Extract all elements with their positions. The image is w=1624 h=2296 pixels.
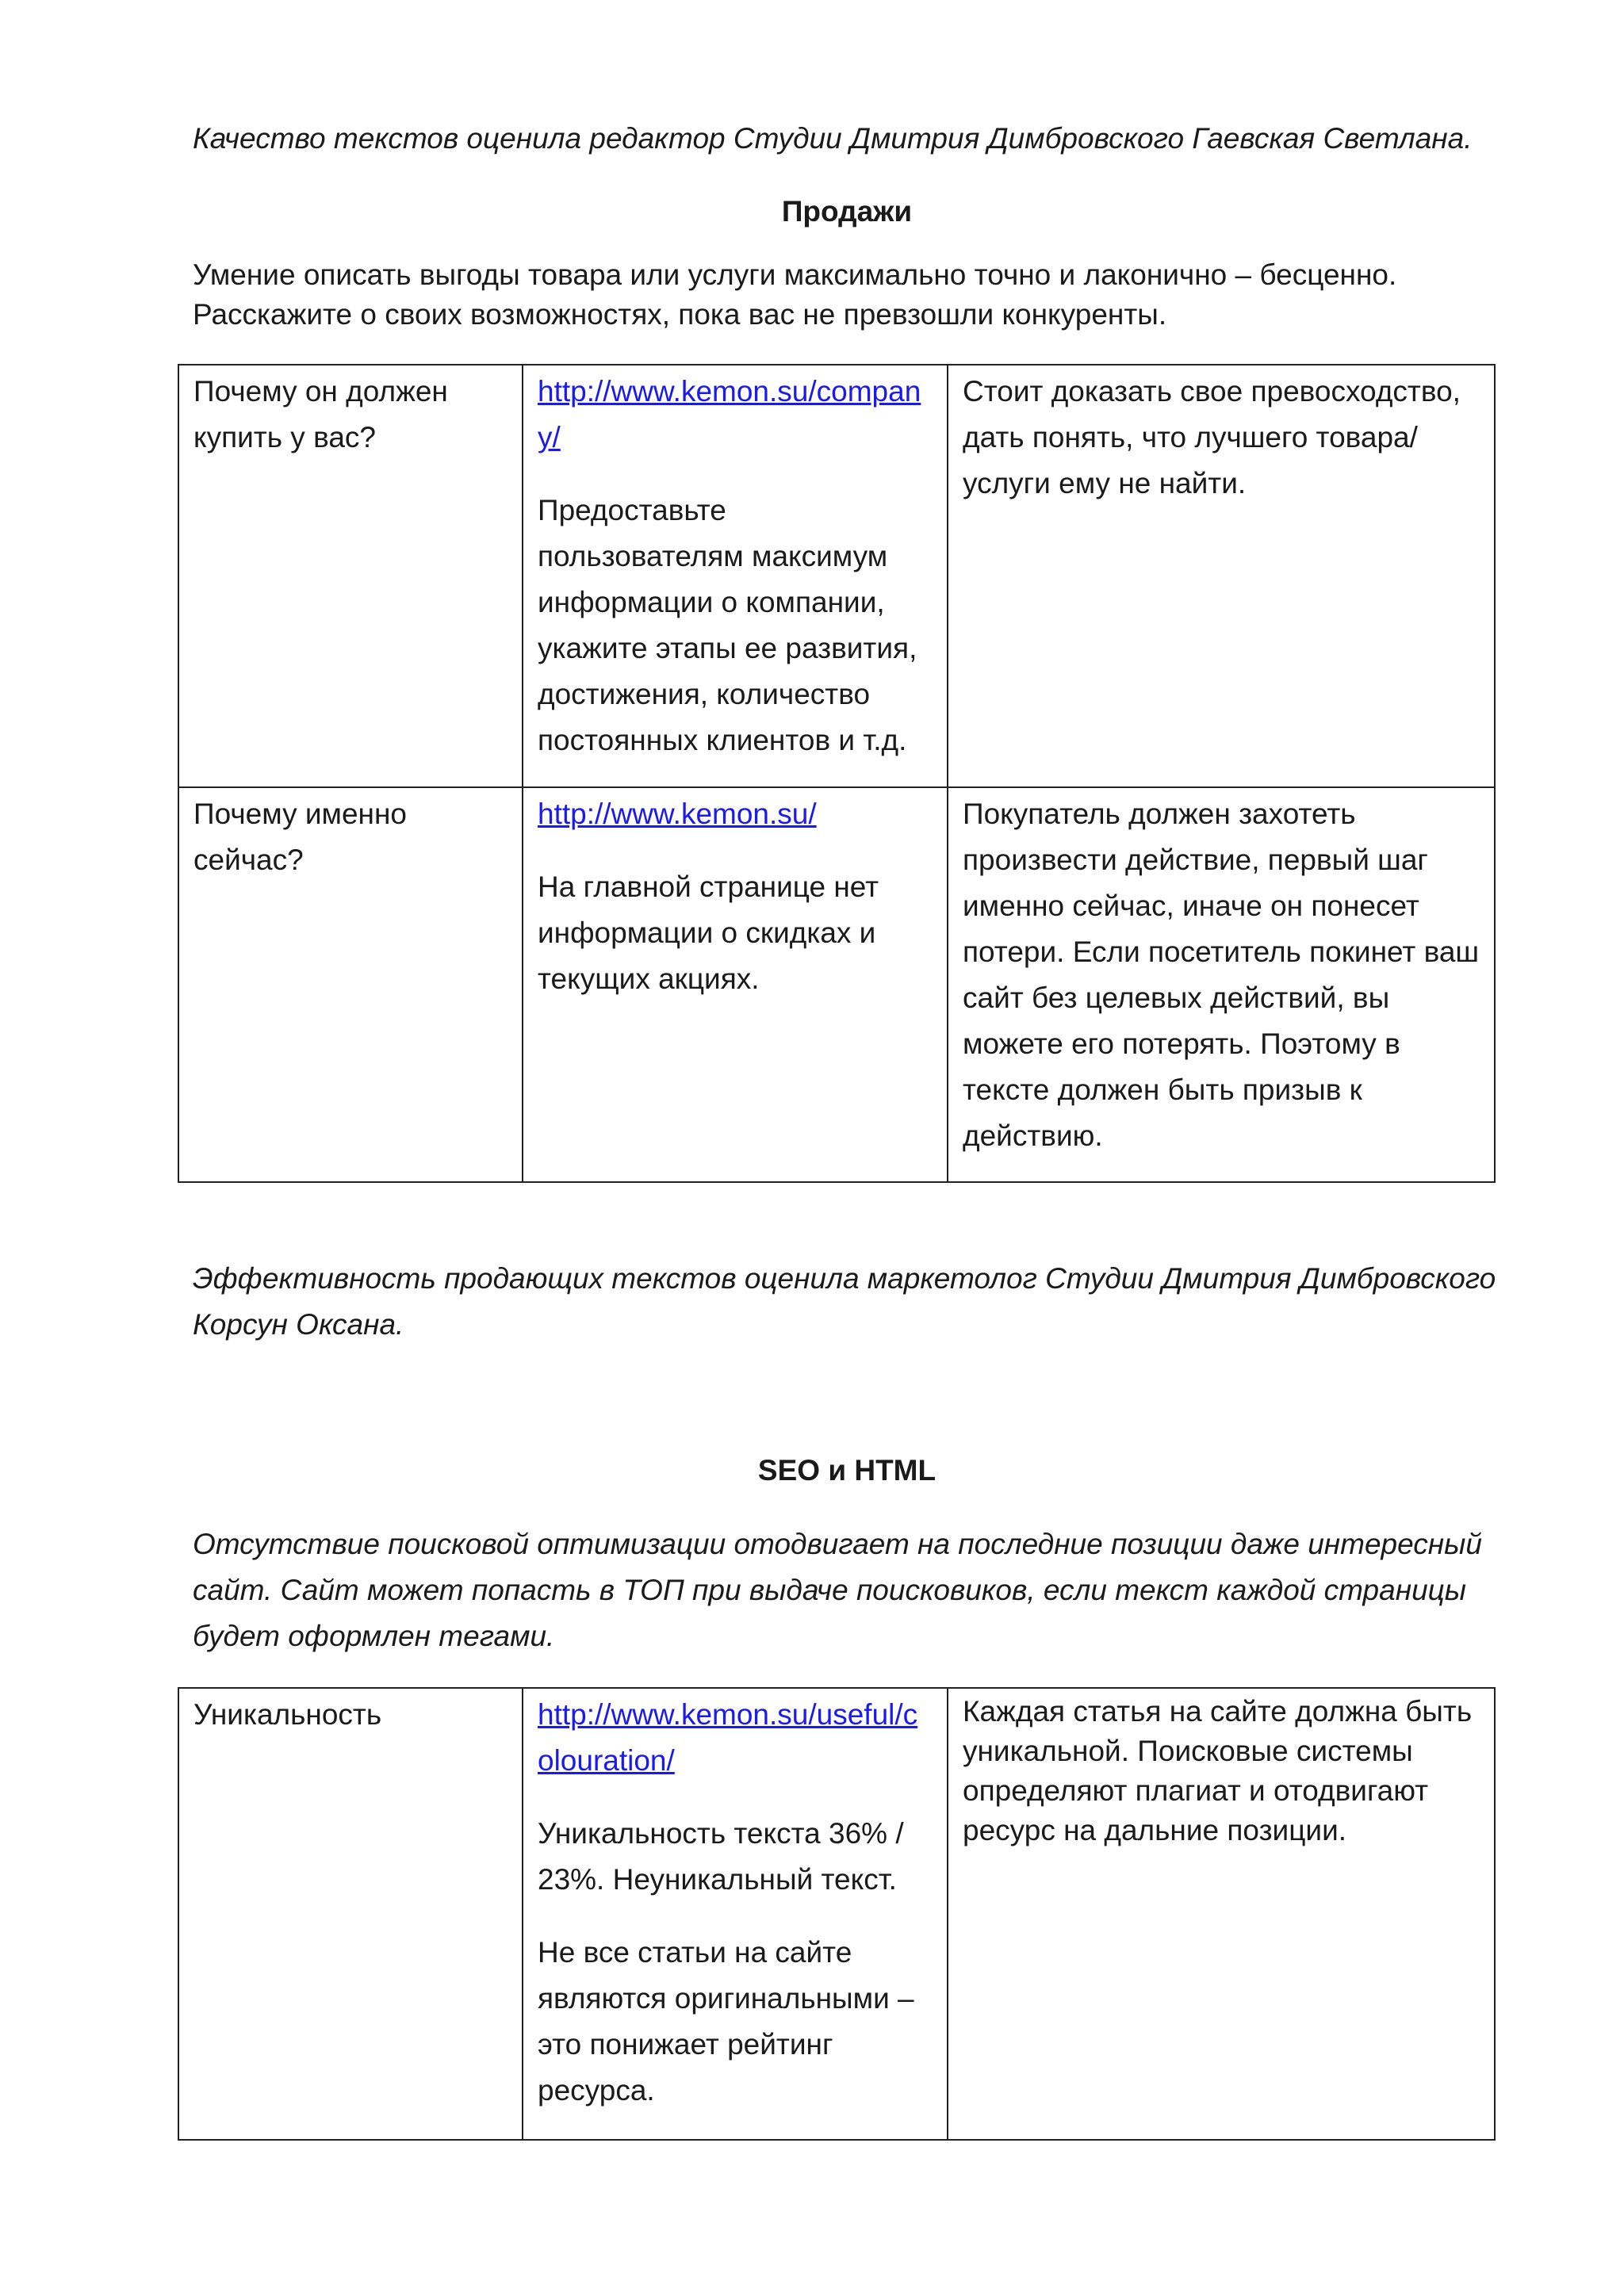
seo-intro: Отсутствие поисковой оптимизации отодвигает на последние позиции даже интересный сайт. Сайт может попасть в ТОП при выдаче поисковиков, если текст каждой страницы будет оформлен тегами. xyxy=(193,1528,1482,1652)
question-cell: Почему он должен купить у вас? xyxy=(178,365,523,787)
note-text: На главной странице нет информации о скидках и текущих акциях. xyxy=(538,871,879,995)
link-cell xyxy=(523,787,948,1182)
advice-cell: Покупатель должен захотеть произвести действие, первый шаг именно сейчас, иначе он понесет потери. Если посетитель покинет ваш сайт без целевых действий, вы можете его потерять. Поэтому в тексте должен быть призыв к действию. xyxy=(948,787,1495,1182)
question-cell: Уникальность xyxy=(178,1688,523,2140)
link-cell xyxy=(523,365,948,787)
marketer-credit: Эффективность продающих текстов оценила маркетолог Студии Дмитрия Димбровского Корсун Оксана. xyxy=(193,1262,1496,1341)
page-link[interactable]: http://www.kemon.su/useful/colouration/ xyxy=(538,1698,918,1777)
page-link[interactable]: http://www.kemon.su/company/ xyxy=(538,375,921,453)
link-cell xyxy=(523,1688,948,2140)
sales-table xyxy=(178,364,1496,1183)
seo-table xyxy=(178,1687,1496,2141)
page-link[interactable]: http://www.kemon.su/ xyxy=(538,798,817,830)
note-text: Не все статьи на сайте являются оригинальными – это понижает рейтинг ресурса. xyxy=(538,1936,914,2107)
note-text: Уникальность текста 36% / 23%. Неуникальный текст. xyxy=(538,1817,904,1896)
advice-cell: Стоит доказать свое превосходство, дать понять, что лучшего товара/услуги ему не найти. xyxy=(948,365,1495,787)
table-row xyxy=(178,1688,1495,2140)
seo-heading: SEO и HTML xyxy=(757,1454,936,1487)
table-row xyxy=(178,787,1495,1182)
note-text: Предоставьте пользователям максимум информации о компании, укажите этапы ее развития, достижения, количество постоянных клиентов и т.д. xyxy=(538,494,917,756)
advice-cell: Каждая статья на сайте должна быть уникальной. Поисковые системы определяют плагиат и отодвигают ресурс на дальние позиции. xyxy=(948,1688,1495,2140)
question-cell: Почему именно сейчас? xyxy=(178,787,523,1182)
editor-credit: Качество текстов оценила редактор Студии Дмитрия Димбровского Гаевская Светлана. xyxy=(193,122,1473,155)
sales-heading: Продажи xyxy=(781,195,913,228)
sales-intro: Умение описать выгоды товара или услуги максимально точно и лаконично – бесценно. Расскажите о своих возможностях, пока вас не превзошли конкуренты. xyxy=(193,258,1397,331)
table-row xyxy=(178,365,1495,787)
